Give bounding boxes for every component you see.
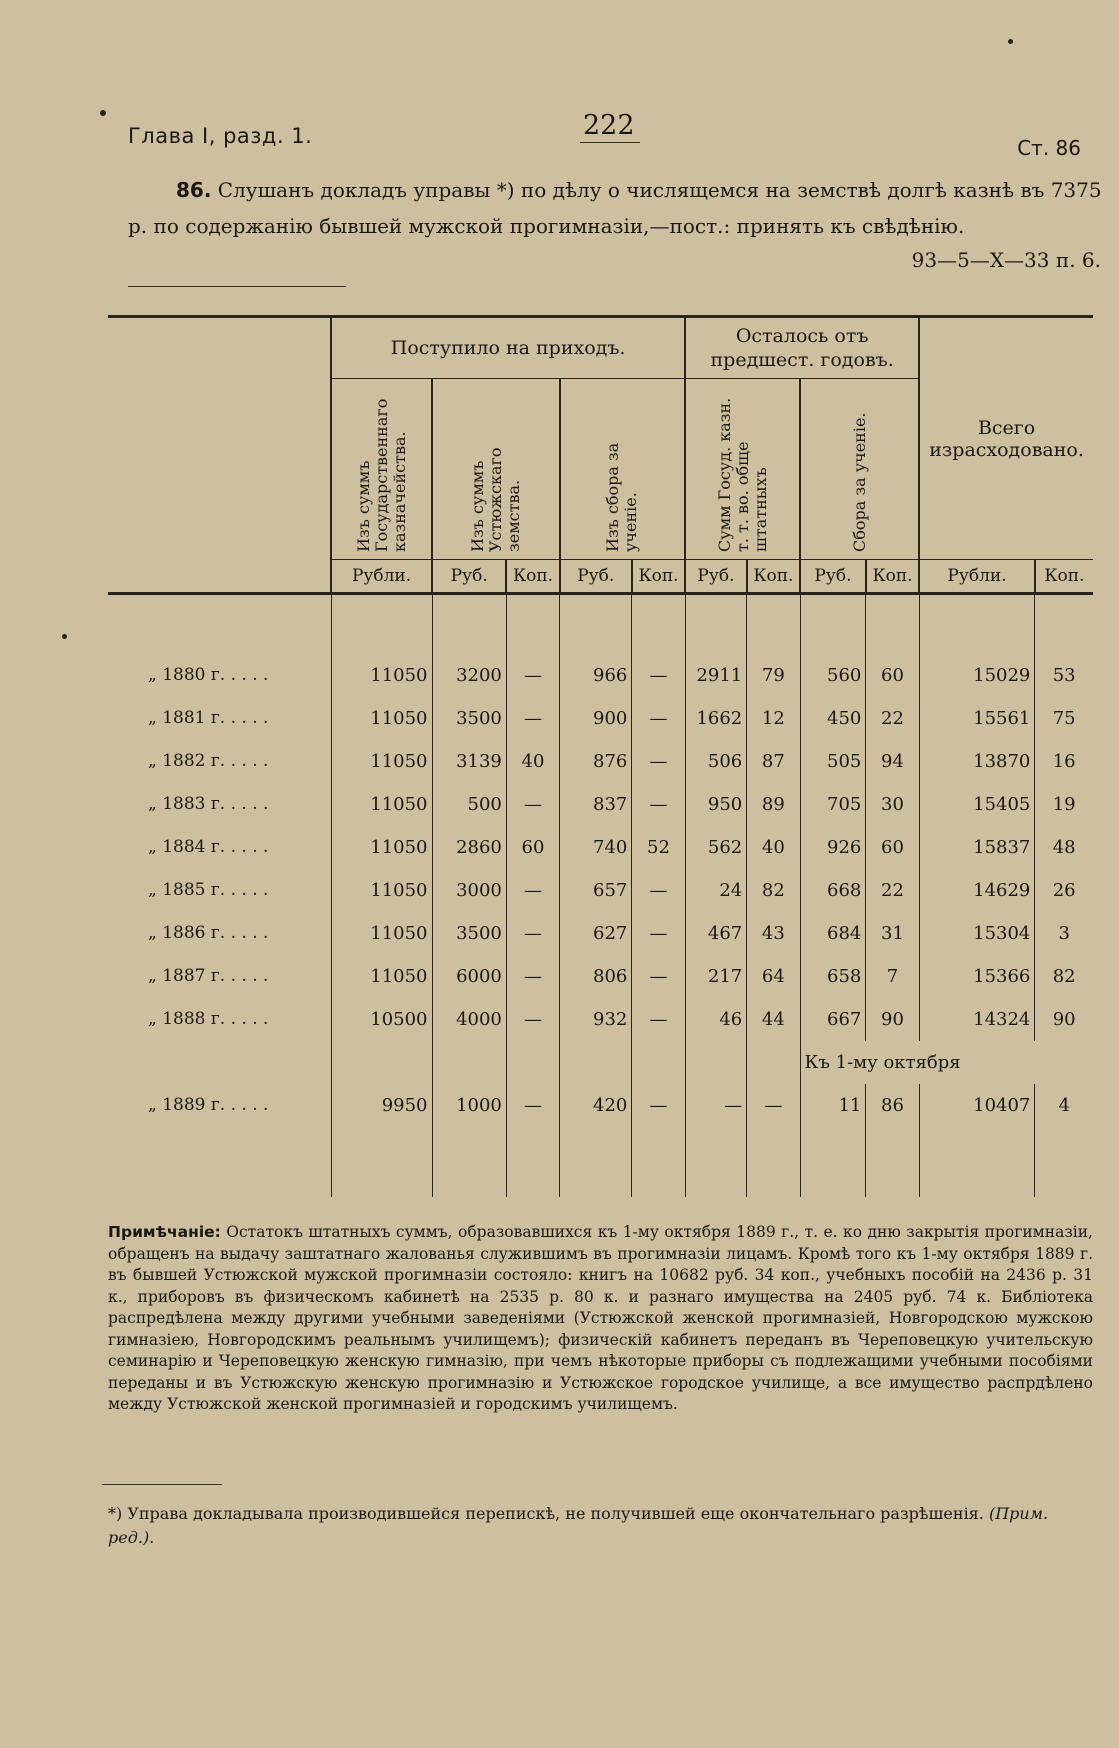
value-cell: 86: [866, 1084, 919, 1127]
value-cell: —: [632, 998, 685, 1041]
value-cell: 3000: [432, 869, 506, 912]
value-cell: 30: [866, 783, 919, 826]
value-cell: 7: [866, 955, 919, 998]
table-row: [108, 740, 1093, 783]
value-cell: 60: [866, 826, 919, 869]
unit-rub: Руб.: [685, 560, 747, 594]
note-label: Примѣчаніе:: [108, 1223, 221, 1241]
footnote-text: *) Управа докладывала производившейся перепискѣ, не получившей еще окончательнаго разрѣшенія.: [108, 1504, 984, 1523]
value-cell: 22: [866, 869, 919, 912]
table-row: [108, 1084, 1093, 1127]
value-cell: —: [685, 1084, 747, 1127]
year-cell: „ 1883 г. . . . .: [148, 794, 269, 814]
value-cell: —: [747, 1084, 800, 1127]
year-column-header: [108, 317, 331, 594]
treasury-column-header: Изъ суммъ Государственнаго казначейства.: [331, 379, 432, 560]
editor-note: (Прим. ред.).: [108, 1504, 1049, 1547]
value-cell: 966: [560, 654, 632, 697]
value-cell: 89: [747, 783, 800, 826]
value-cell: 4: [1035, 1084, 1093, 1127]
unit-kop: Коп.: [866, 560, 919, 594]
value-cell: —: [632, 1084, 685, 1127]
page-number-rule: [580, 142, 640, 143]
unit-kop: Коп.: [632, 560, 685, 594]
value-cell: 3500: [432, 912, 506, 955]
value-cell: 10407: [919, 1084, 1035, 1127]
state-sums-column-header: Сумм Госуд. казн. т. т. во. обще штатныхъ: [685, 379, 800, 560]
value-cell: 1662: [685, 697, 747, 740]
ink-spot: [100, 110, 106, 116]
table-row: [108, 912, 1093, 955]
resolution-paragraph: [128, 172, 1103, 244]
value-cell: 932: [560, 998, 632, 1041]
value-cell: 627: [560, 912, 632, 955]
footnote-rule: [102, 1484, 222, 1485]
year-cell: „ 1888 г. . . . .: [148, 1009, 269, 1029]
unit-rub: Руб.: [432, 560, 506, 594]
article-label: Ст. 86: [1017, 136, 1081, 160]
unit-rub: Руб.: [800, 560, 866, 594]
note-text: Остатокъ штатныхъ суммъ, образовавшихся къ 1-му октября 1889 г., т. е. ко дню закрытія прогимназіи, обращенъ на выдачу заштатнаго жалованья служившимъ въ прогимназіи лицамъ. Кромѣ того къ 1-му октября 1889 г. въ бывшей Устюжской мужской прогимназіи состояло: книгъ на 10682 руб. 34 коп., учебныхъ пособій на 2436 р. 31 к., приборовъ въ физическомъ кабинетѣ на 2535 р. 80 к. и разнаго имущества на 2405 руб. 74 к. Библіотека распредѣлена между другими учебными заведеніями (Устюжской женской прогимназіей, Новгородскою мужскою гимназіею, Новгородскимъ реальнымъ училищемъ); физическій кабинетъ переданъ въ Череповецкую учительскую семинарію и Череповецкую женскую гимназію, при чемъ нѣкоторые приборы съ подлежащими учебными пособіями переданы и въ Устюжскую женскую прогимназію и Устюжское городское училище, а все имущество распрдѣлено между Устюжской женской прогимназіей и городскимъ училищемъ.: [108, 1223, 1093, 1413]
value-cell: 4000: [432, 998, 506, 1041]
value-cell: 52: [632, 826, 685, 869]
table-row: [108, 783, 1093, 826]
value-cell: 82: [747, 869, 800, 912]
value-cell: 467: [685, 912, 747, 955]
expense-table: [108, 315, 1093, 1197]
value-cell: 900: [560, 697, 632, 740]
value-cell: —: [632, 955, 685, 998]
value-cell: 806: [560, 955, 632, 998]
value-cell: —: [632, 697, 685, 740]
value-cell: 506: [685, 740, 747, 783]
unit-rub: Руб.: [560, 560, 632, 594]
zemstvo-column-header: Изъ суммъ Устюжскаго земства.: [432, 379, 560, 560]
year-cell: „ 1887 г. . . . .: [148, 966, 269, 986]
value-cell: 217: [685, 955, 747, 998]
value-cell: 87: [747, 740, 800, 783]
value-cell: 11050: [331, 826, 432, 869]
value-cell: —: [506, 654, 559, 697]
year-cell: „ 1881 г. . . . .: [148, 708, 269, 728]
resolution-number: 86.: [176, 178, 212, 202]
value-cell: 11: [800, 1084, 866, 1127]
value-cell: 950: [685, 783, 747, 826]
value-cell: 837: [560, 783, 632, 826]
value-cell: 11050: [331, 955, 432, 998]
value-cell: —: [506, 869, 559, 912]
year-cell: „ 1885 г. . . . .: [148, 880, 269, 900]
value-cell: 926: [800, 826, 866, 869]
october-note: Къ 1-му октября: [800, 1041, 1093, 1084]
value-cell: 19: [1035, 783, 1093, 826]
value-cell: 705: [800, 783, 866, 826]
value-cell: 16: [1035, 740, 1093, 783]
value-cell: 82: [1035, 955, 1093, 998]
table-row: [108, 654, 1093, 697]
value-cell: 2860: [432, 826, 506, 869]
value-cell: 75: [1035, 697, 1093, 740]
value-cell: 876: [560, 740, 632, 783]
year-cell: „ 1882 г. . . . .: [148, 751, 269, 771]
value-cell: 15029: [919, 654, 1035, 697]
value-cell: 11050: [331, 740, 432, 783]
value-cell: 3500: [432, 697, 506, 740]
value-cell: 40: [747, 826, 800, 869]
value-cell: 15837: [919, 826, 1035, 869]
value-cell: —: [632, 912, 685, 955]
table-row: [108, 826, 1093, 869]
unit-rubli: Рубли.: [919, 560, 1035, 594]
value-cell: —: [506, 998, 559, 1041]
value-cell: 79: [747, 654, 800, 697]
fee-remaining-column-header: Сбора за ученіе.: [800, 379, 919, 560]
value-cell: —: [506, 912, 559, 955]
spacer-row: [108, 594, 1093, 654]
page-number: 222: [583, 110, 635, 141]
value-cell: 15405: [919, 783, 1035, 826]
value-cell: 3200: [432, 654, 506, 697]
value-cell: 15366: [919, 955, 1035, 998]
value-cell: 22: [866, 697, 919, 740]
value-cell: 64: [747, 955, 800, 998]
value-cell: 90: [1035, 998, 1093, 1041]
value-cell: 562: [685, 826, 747, 869]
page-header: [128, 110, 1101, 168]
value-cell: 31: [866, 912, 919, 955]
value-cell: 60: [506, 826, 559, 869]
value-cell: 40: [506, 740, 559, 783]
value-cell: 13870: [919, 740, 1035, 783]
value-cell: 60: [866, 654, 919, 697]
value-cell: —: [632, 654, 685, 697]
year-cell: „ 1886 г. . . . .: [148, 923, 269, 943]
value-cell: —: [506, 697, 559, 740]
value-cell: 53: [1035, 654, 1093, 697]
value-cell: 11050: [331, 783, 432, 826]
value-cell: 2911: [685, 654, 747, 697]
value-cell: 667: [800, 998, 866, 1041]
unit-kop: Коп.: [747, 560, 800, 594]
section-rule: [128, 286, 346, 287]
value-cell: 46: [685, 998, 747, 1041]
value-cell: 26: [1035, 869, 1093, 912]
value-cell: 684: [800, 912, 866, 955]
chapter-label: Глава I, разд. 1.: [128, 124, 313, 148]
unit-kop: Коп.: [506, 560, 559, 594]
table-row: [108, 697, 1093, 740]
value-cell: 6000: [432, 955, 506, 998]
value-cell: 420: [560, 1084, 632, 1127]
value-cell: —: [632, 869, 685, 912]
value-cell: 11050: [331, 912, 432, 955]
footnote: [108, 1502, 1093, 1550]
value-cell: 505: [800, 740, 866, 783]
value-cell: 9950: [331, 1084, 432, 1127]
value-cell: 15561: [919, 697, 1035, 740]
value-cell: 500: [432, 783, 506, 826]
value-cell: 24: [685, 869, 747, 912]
value-cell: 668: [800, 869, 866, 912]
value-cell: 48: [1035, 826, 1093, 869]
year-cell: „ 1889 г. . . . .: [148, 1095, 269, 1115]
value-cell: 560: [800, 654, 866, 697]
value-cell: 90: [866, 998, 919, 1041]
remaining-group-header: Осталось отъ предшест. годовъ.: [685, 317, 919, 379]
value-cell: 11050: [331, 654, 432, 697]
spacer-row: [108, 1127, 1093, 1197]
value-cell: 44: [747, 998, 800, 1041]
value-cell: —: [506, 783, 559, 826]
value-cell: 11050: [331, 869, 432, 912]
value-cell: 3: [1035, 912, 1093, 955]
table-row: [108, 998, 1093, 1041]
note-paragraph: [108, 1222, 1093, 1416]
year-cell: „ 1880 г. . . . .: [148, 665, 269, 685]
unit-kop: Коп.: [1035, 560, 1093, 594]
october-note-row: [108, 1041, 1093, 1084]
value-cell: —: [506, 955, 559, 998]
value-cell: 740: [560, 826, 632, 869]
fee-column-header: Изъ сбора за ученіе.: [560, 379, 686, 560]
value-cell: 12: [747, 697, 800, 740]
value-cell: —: [506, 1084, 559, 1127]
ink-spot: [62, 634, 67, 639]
value-cell: 3139: [432, 740, 506, 783]
table-row: [108, 869, 1093, 912]
income-group-header: Поступило на приходъ.: [331, 317, 685, 379]
value-cell: —: [632, 740, 685, 783]
value-cell: —: [632, 783, 685, 826]
unit-rubli: Рубли.: [331, 560, 432, 594]
year-cell: „ 1884 г. . . . .: [148, 837, 269, 857]
resolution-text: Слушанъ докладъ управы *) по дѣлу о числящемся на земствѣ долгѣ казнѣ въ 7375 р. по содержанію бывшей мужской прогимназіи,—пост.: принять къ свѣдѣнію.: [128, 178, 1102, 238]
value-cell: 11050: [331, 697, 432, 740]
value-cell: 94: [866, 740, 919, 783]
value-cell: 657: [560, 869, 632, 912]
value-cell: 450: [800, 697, 866, 740]
value-cell: 14629: [919, 869, 1035, 912]
value-cell: 43: [747, 912, 800, 955]
value-cell: 15304: [919, 912, 1035, 955]
value-cell: 14324: [919, 998, 1035, 1041]
total-header: Всего израсходовано.: [919, 317, 1093, 560]
ink-spot: [1008, 39, 1013, 44]
resolution-reference: 93—5—X—33 п. 6.: [911, 248, 1101, 272]
value-cell: 1000: [432, 1084, 506, 1127]
value-cell: 10500: [331, 998, 432, 1041]
value-cell: 658: [800, 955, 866, 998]
table-row: [108, 955, 1093, 998]
